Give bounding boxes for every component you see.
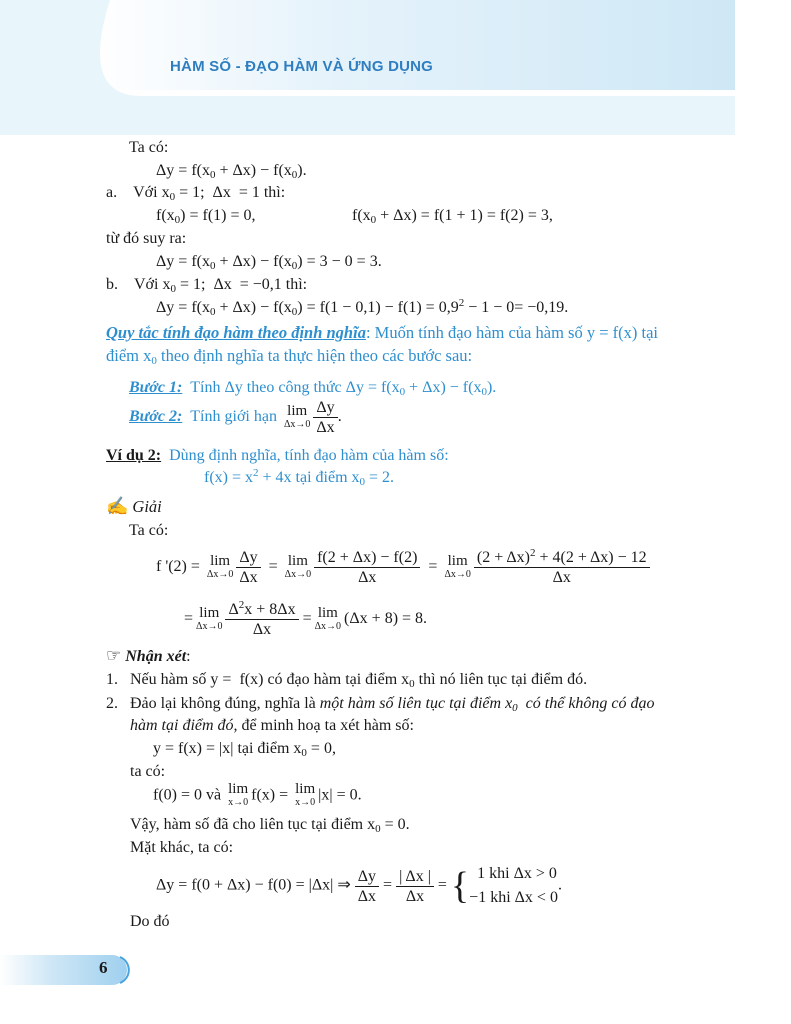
text-ta-co-2: Ta có: xyxy=(129,522,169,539)
formula-derivative-1: f '(2) = lim Δx→0 $\frac{\Delta y}{\Delta x}$ = lim Δx→0 $\frac{f(2 + \Delta x) - f(2)}{\Delta x}$ = lim Δx→0 $\frac{(2 + \Delta x)^2 + 4(2 + \Delta x) - 12}{\Delta x}$ xyxy=(156,548,650,587)
formula-limit-abs: f(0) = 0 và lim x→0 f(x) = lim x→0 |x| = 0. xyxy=(153,781,362,808)
remark-2-line-1: 2. Đảo lại không đúng, nghĩa là một hàm số liên tục tại điểm $x_0$ có thể không có đạo xyxy=(106,695,655,714)
item-b-result: $\Delta y = f(x_0 + \Delta x) - f(x_0) = f(1 - 0,1) - f(1) = 0,9^2 - 1 - 0= -0,19$. xyxy=(156,297,569,318)
text-tu-do: từ đó suy ra: xyxy=(106,230,187,247)
formula-piecewise: Δy = f(0 + Δx) − f(0) = |Δx| ⇒ $\frac{\Delta y}{\Delta x}$ = $\frac{| \Delta x |}{\Delta x}$ = { 1 khi Δx > 0 −1 khi Δx < 0 . xyxy=(156,865,562,907)
step-1: Bước 1: Tính Δy theo công thức $\Delta y = f(x_0 + \Delta x) - f(x_0)$. xyxy=(129,379,497,398)
remark-1: 1. Nếu hàm số y = f(x) có đạo hàm tại điểm $x_0$ thì nó liên tục tại điểm đó. xyxy=(106,671,588,690)
page-number: 6 xyxy=(99,958,108,977)
example-2: Ví dụ 2: Dùng định nghĩa, tính đạo hàm của hàm số: xyxy=(106,447,449,464)
text-vay: Vậy, hàm số đã cho liên tục tại điểm $x_0 = 0$. xyxy=(130,816,410,835)
func-abs: y = f(x) = |x| tại điểm $x_0 = 0$, xyxy=(153,740,336,759)
remark-2-line-2: hàm tại điểm đó, để minh hoạ ta xét hàm số: xyxy=(130,717,414,734)
step-2: Bước 2: Tính giới hạn lim Δx→0 $\frac{\Delta y}{\Delta x}$ . xyxy=(129,399,342,436)
item-a-result: $\Delta y = f(x_0 + \Delta x) - f(x_0) = 3 - 0 = 3$. xyxy=(156,253,382,272)
solution-heading: ✍ Giải xyxy=(106,496,162,516)
item-a-vals-left: $f(x_0) = f(1) = 0$, xyxy=(156,207,256,226)
example-func: $f(x) = x^2 + 4x$ tại điểm $x_0 = 2$. xyxy=(204,467,395,488)
text-ta-co-3: ta có: xyxy=(130,763,166,780)
formula-dy-def: $\Delta y = f(x_0 + \Delta x) - f(x_0)$. xyxy=(156,162,307,181)
item-a-cond: a. Với $x_0 = 1$; Δx = 1 thì: xyxy=(106,184,286,203)
text-mat-khac: Mặt khác, ta có: xyxy=(130,839,234,856)
text-ta-co: Ta có: xyxy=(129,139,169,156)
page-tab xyxy=(0,953,130,987)
header-title: HÀM SỐ - ĐẠO HÀM VÀ ỨNG DỤNG xyxy=(170,58,434,75)
text-do-do: Do đó xyxy=(130,913,170,930)
item-b-cond: b. Với $x_0 = 1$; Δx = −0,1 thì: xyxy=(106,276,308,295)
pencil-icon: ✍ xyxy=(106,496,129,516)
remark-heading: ☞ Nhận xét: xyxy=(106,646,191,665)
formula-derivative-2: = lim Δx→0 $\frac{\Delta^2x + 8\Delta x}{\Delta x}$ = lim Δx→0 (Δx + 8) = 8. xyxy=(184,599,428,638)
pointing-hand-icon: ☞ xyxy=(106,646,122,665)
rule-line-1: Quy tắc tính đạo hàm theo định nghĩa: Muốn tính đạo hàm của hàm số y = f(x) tại xyxy=(106,323,658,342)
item-a-vals-right: $f(x_0 + \Delta x) = f(1 + 1) = f(2) = 3$, xyxy=(352,207,553,226)
rule-line-2: điểm $x_0$ theo định nghĩa ta thực hiện theo các bước sau: xyxy=(106,346,473,367)
